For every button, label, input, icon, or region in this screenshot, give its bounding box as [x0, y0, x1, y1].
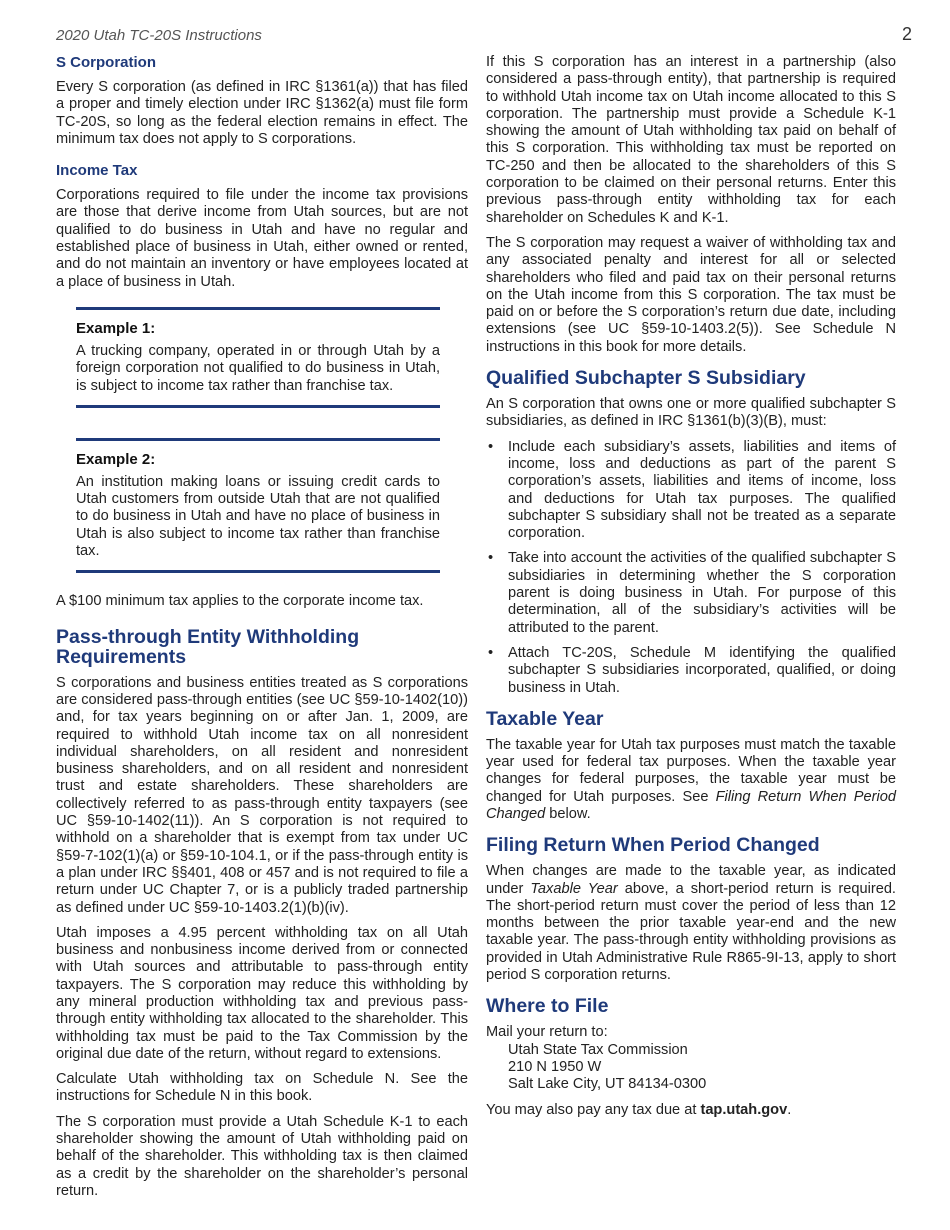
left-column: [56, 54, 468, 1208]
waiver-paragraph: The S corporation may request a waiver of withholding tax and any associated penalty and interest for all or selected shareholders who filed and paid tax on their personal returns on the Utah income from this S corporation. The tax must be paid on or before the S corporation’s return due date, including extensions (see UC §59-10-1403.2(5)). See Schedule N instructions in this book for more details.: [486, 234, 896, 355]
right-column: [486, 54, 896, 1127]
minimum-tax-text: A $100 minimum tax applies to the corporate income tax.: [56, 593, 424, 610]
s-corporation-text: Every S corporation (as defined in IRC §1361(a)) that has filed a proper and timely election under IRC §1362(a) must file form TC-20S, so long as the federal election remains in effect. The minimum tax does not apply to S corporations.: [56, 79, 468, 147]
partnership-paragraph: If this S corporation has an interest in a partnership (also considered a pass-through entity), that partnership is required to withhold Utah income tax on Utah income allocated to this S corporation. The partnership must provide a Schedule K-1 showing the amount of Utah withholding tax paid on behalf of this S corporation. This withholding tax must be reported on TC-250 and then be allocated to the shareholders of this S corporation to be claimed on their personal returns. Enter this previous pass-through entity withholding tax for each shareholder on Schedules K and K-1.: [486, 54, 896, 226]
income-tax-text: Corporations required to file under the income tax provisions are those that derive income from Utah sources, but are not qualified to do business in Utah and have no regular and established place of business in Utah, either owned or rented, and do not maintain an inventory or have employees located at a place of business in Utah.: [56, 187, 468, 290]
example-1-title: Example 1:: [76, 319, 156, 337]
qsss-bullet-3: • Attach TC-20S, Schedule M identifying the qualified subchapter S subsidiaries incorporated, qualified, or doing business in Utah.: [486, 645, 896, 697]
pass-through-paragraph-2: Utah imposes a 4.95 percent withholding tax on all Utah business and nonbusiness income derived from or connected with Utah sources and attributable to pass-through entity taxpayers. The S corporation may reduce this withholding by any mineral production withholding tax and previous pass-through entity withholding tax allocated to the shareholder. This withholding tax must be paid to the Tax Commission by the original due date of the return, without regard to extensions.: [56, 924, 468, 1062]
example-2-title: Example 2:: [76, 450, 156, 468]
mail-intro: Mail your return to:: [486, 1024, 608, 1041]
s-corporation-heading: S Corporation: [56, 54, 156, 71]
address-line-2: 210 N 1950 W: [508, 1058, 602, 1075]
taxable-year-heading: Taxable Year: [486, 707, 604, 730]
example-2-text: An institution making loans or issuing credit cards to Utah customers from outside Utah that are not qualified to do business in Utah and have no place of business in Utah is also subject to income tax rather than franchise tax.: [76, 473, 440, 560]
pay-text: You may also pay any tax due at tap.utah.gov.: [486, 1101, 792, 1118]
pass-through-paragraph-4: The S corporation must provide a Utah Schedule K-1 to each shareholder showing the amount of Utah withholding paid on behalf of the shareholder. This withholding tax is then claimed as a credit by the shareholder on the shareholder’s personal return.: [56, 1113, 468, 1199]
pass-through-heading: Pass-through Entity Withholding Requirements: [56, 625, 360, 668]
qsss-bullet-2: • Take into account the activities of the qualified subchapter S subsidiaries in determining whether the S corporation parent is doing business in Utah. For purpose of this determination, all of the subsidiary’s activities will be attributed to the parent.: [486, 550, 896, 636]
income-tax-heading: Income Tax: [56, 162, 138, 180]
example-1-box: [76, 307, 440, 408]
filing-period-text: When changes are made to the taxable year, as indicated under Taxable Year above, a short-period return is required. The short-period return must cover the period of less than 12 months between the prior taxable year-end and the new taxable year. The pass-through entity withholding provisions as provided in Utah Administrative Rule R865-9I-13, apply to short period S corporation returns.: [486, 863, 896, 984]
example-1-text: A trucking company, operated in or through Utah by a foreign corporation not qualified to do business in Utah, is subject to income tax rather than franchise tax.: [76, 342, 440, 394]
filing-period-heading: Filing Return When Period Changed: [486, 834, 820, 857]
mailing-address: [486, 1042, 896, 1094]
address-line-3: Salt Lake City, UT 84134-0300: [508, 1076, 707, 1093]
page-number: 2: [901, 24, 912, 44]
page-header-title: 2020 Utah TC-20S Instructions: [56, 27, 262, 44]
pass-through-paragraph-3: Calculate Utah withholding tax on Schedule N. See the instructions for Schedule N in this book.: [56, 1071, 468, 1105]
qsss-heading: Qualified Subchapter S Subsidiary: [486, 367, 806, 390]
address-line-1: Utah State Tax Commission: [508, 1041, 688, 1058]
tap-utah-link[interactable]: tap.utah.gov: [700, 1101, 788, 1118]
qsss-bullet-1: • Include each subsidiary’s assets, liabilities and items of income, loss and deductions as part of the parent S corporation’s assets, liabilities and items of income, loss and deductions for Utah tax purposes. The qualified subchapter S subsidiary shall not be treated as a separate corporation.: [486, 439, 896, 543]
taxable-year-text: The taxable year for Utah tax purposes must match the taxable year used for federal tax purposes. When the taxable year changes for federal purposes, the taxable year must be changed for Utah purposes. See Filing Return When Period Changed below.: [486, 736, 896, 822]
example-2-box: [76, 438, 440, 573]
where-to-file-heading: Where to File: [486, 995, 609, 1018]
pass-through-paragraph-1: S corporations and business entities treated as S corporations are considered pass-through entities (see UC §59-10-1402(10)) and, for tax years beginning on or after Jan. 1, 2009, are required to withhold Utah income tax on all nonresident individual shareholders, on all resident and nonresident business shareholders, and on all resident and nonresident trust and estate shareholders. These shareholders are collectively referred to as pass-through entity taxpayers (see UC §59-10-1402(11)). An S corporation is not required to withhold on a shareholder that is exempt from tax under UC §59-7-102(1)(a) or §59-10-104.1, or if the pass-through entity is a plan under IRC §§401, 408 or 457 and is not required to file a return under UC Chapter 7, or is a publicly traded partnership as defined under UC §59-10-1403.2(1)(b)(iv).: [56, 674, 468, 916]
qsss-intro: An S corporation that owns one or more qualified subchapter S subsidiaries, as defined in IRC §1361(b)(3)(B), must:: [486, 396, 896, 430]
qsss-bullet-list: [486, 439, 896, 697]
